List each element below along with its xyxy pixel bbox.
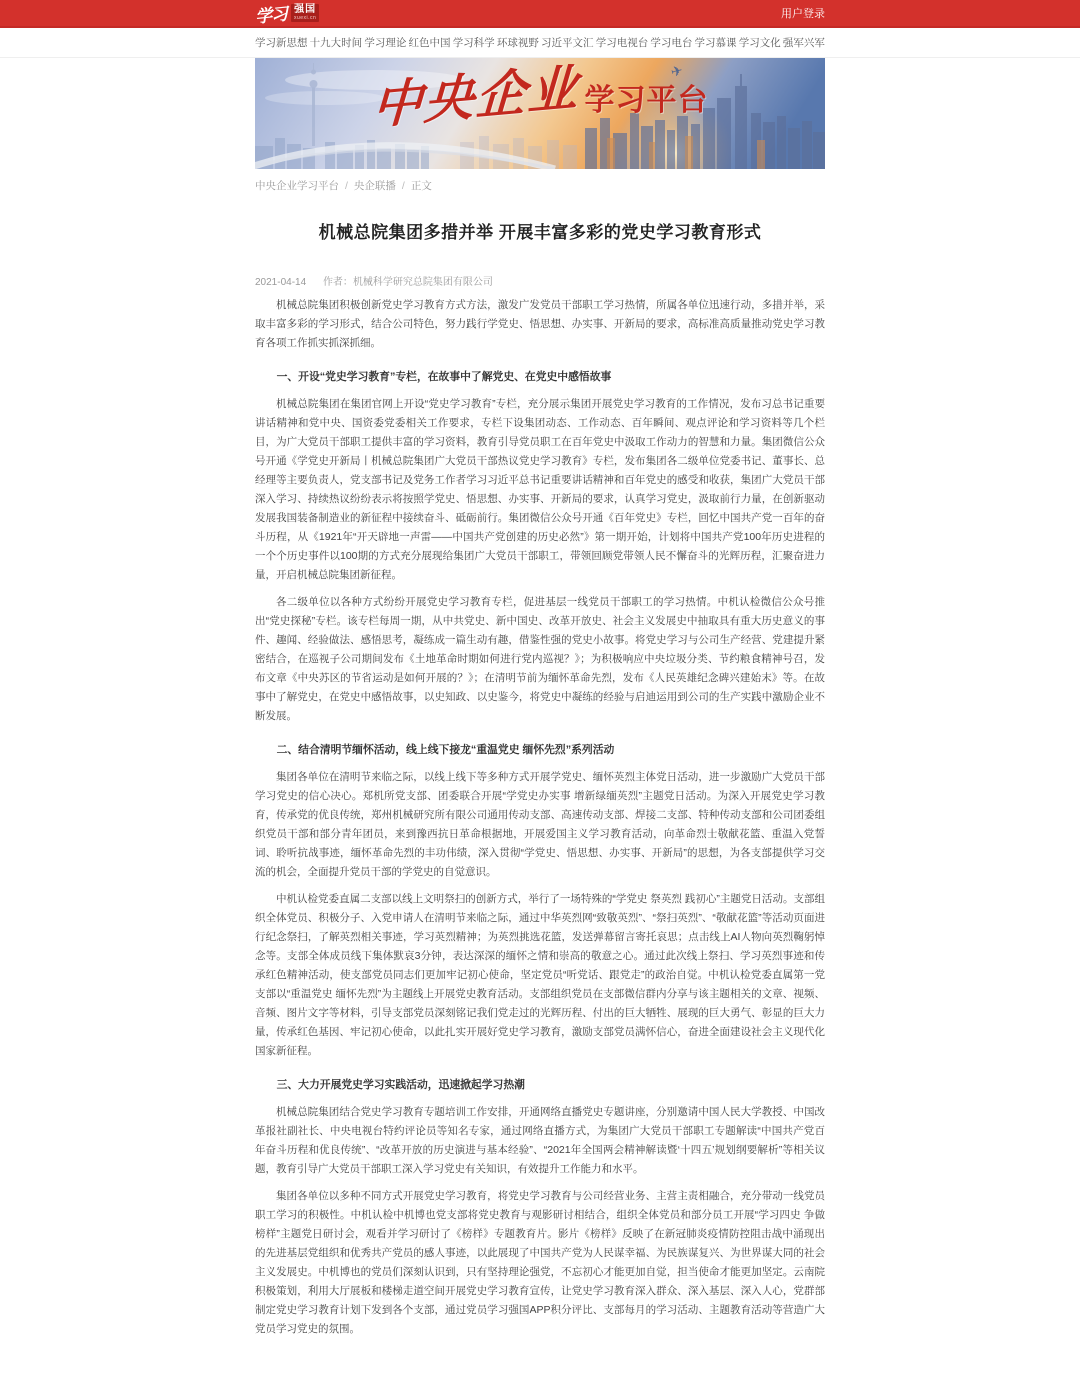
banner-title bbox=[255, 58, 825, 136]
logo-box-text: 强国 bbox=[294, 4, 317, 15]
article-date: 2021-04-14 bbox=[255, 277, 307, 288]
breadcrumb-current: 正文 bbox=[410, 180, 432, 192]
breadcrumb-separator: / bbox=[345, 180, 348, 192]
nav-item[interactable]: 学习慕课 bbox=[694, 37, 737, 49]
nav-item[interactable]: 学习新思想 bbox=[255, 37, 308, 49]
top-bar bbox=[0, 0, 1080, 28]
top-bar-inner bbox=[255, 0, 825, 26]
airplane-icon: ✈ bbox=[669, 61, 685, 81]
article-paragraph: 机械总院集团在集团官网上开设“党史学习教育”专栏，充分展示集团开展党史学习教育的工作情况，发布习总书记重要讲话精神和党中央、国资委党委相关工作要求，专栏下设集团动态、工作动态、百年瞬间、观点评论和学习资料等几个栏目，为广大党员干部职工提供丰富的学习资料，教育引导党员职工在百年党史中汲取工作动力的智慧和力量。集团微信公众号开通《学党史开新局丨机械总院集团广大党员干部热议党史学习教育》专栏，发布集团各二级单位党委书记、董事长、总经理等主要负责人，党支部书记及党务工作者学习习近平总书记重要讲话精神和百年党史的感受和收获，集团广大党员干部深入学习、持续热议纷纷表示将按照学党史、悟思想、办实事、开新局的要求，认真学习党史，汲取前行力量，在创新驱动发展我国装备制造业的新征程中接续奋斗、砥砺前行。集团微信公众号开通《百年党史》专栏，回忆中国共产党一百年的奋斗历程，从《1921年“开天辟地一声雷——中国共产党创建的历史必然”》第一期开始，计划将中国共产党100年历史进程的一个个历史事件以100期的方式充分展现给集团广大党员干部职工，带领回顾党带领人民不懈奋斗的光辉历程，汇聚奋进力量，开启机械总院集团新征程。 bbox=[255, 398, 825, 581]
banner-image bbox=[255, 58, 825, 169]
article-title: 机械总院集团多措并举 开展丰富多彩的党史学习教育形式 bbox=[318, 223, 762, 242]
banner-title-calligraphy: 中央企业 bbox=[370, 58, 581, 136]
breadcrumb-link[interactable]: 央企联播 bbox=[353, 180, 396, 192]
article-paragraph: 集团各单位在清明节来临之际，以线上线下等多种方式开展学党史、缅怀英烈主体党日活动，进一步激励广大党员干部学习党史的信心决心。郑机所党支部、团委联合开展“学党史办实事 增新绿缅英烈”主题党日活动。为深入开展党史学习教育，传承党的优良传统，郑州机械研究所有限公司通用传动支部、高速传动支部、焊接二支部、特种传动支部和公司团委组织党员干部和部分青年团员，来到豫西抗日革命根据地，开展爱国主义学习教育活动，向革命烈士敬献花篮、重温入党誓词、聆听抗战事迹，缅怀革命先烈的丰功伟绩，深入贯彻“学党史、悟思想、办实事、开新局”的思想，为各支部提供学习交流的机会，全面提升党员干部的学党史的自觉意识。 bbox=[255, 771, 825, 878]
main-nav-list bbox=[255, 28, 825, 57]
article-paragraph: 机械总院集团结合党史学习教育专题培训工作安排，开通网络直播党史专题讲座，分别邀请中国人民大学教授、中国改革报社副社长、中央电视台特约评论员等知名专家，通过网络直播方式，为集团广大党员干部职工专题解读“中国共产党百年奋斗历程和优良传统”、“改革开放的历史演进与基本经验”、“2021年全国两会精神解读暨‘十四五’规划纲要解析”等相关议题，教育引导广大党员干部职工深入学习党史有关知识，有效提升工作能力和水平。 bbox=[255, 1106, 825, 1175]
nav-item[interactable]: 学习文化 bbox=[738, 37, 781, 49]
article-paragraph: 中机认检党委直属二支部以线上文明祭扫的创新方式，举行了一场特殊的“学党史 祭英烈 践初心”主题党日活动。支部组织全体党员、积极分子、入党申请人在清明节来临之际，通过中华英烈网“致敬英烈”、“祭扫英烈”、“敬献花篮”等活动页面进行纪念祭扫，了解英烈相关事迹，学习英烈精神；为英烈挑选花篮，发送弹幕留言寄托哀思；点击线上AI人物向英烈鞠躬悼念等。支部全体成员线下集体默哀3分钟，表达深深的缅怀之情和崇高的敬意之心。通过此次线上祭扫、学习英烈事迹和传承红色精神活动，使支部党员同志们更加牢记初心使命，坚定党员“听党话、跟党走”的政治自觉。中机认检党委直属第一党支部以“重温党史 缅怀先烈”为主题线上开展党史教育活动。支部组织党员在支部微信群内分享与该主题相关的文章、视频、音频、图片文字等材料，引导支部党员深刻铭记我们党走过的光辉历程、付出的巨大牺牲、展现的巨大勇气、彰显的巨大力量，传承红色基因、牢记初心使命，以此扎实开展好党史学习教育，激励支部党员满怀信心，奋进全面建设社会主义现代化国家新征程。 bbox=[255, 893, 825, 1057]
article-meta bbox=[255, 273, 825, 288]
section-heading: 一、开设“党史学习教育”专栏，在故事中了解党史、在党史中感悟故事 bbox=[276, 371, 612, 383]
nav-item[interactable]: 十九大时间 bbox=[309, 37, 363, 49]
nav-item[interactable]: 习近平文汇 bbox=[541, 37, 594, 49]
article-paragraph: 各二级单位以各种方式纷纷开展党史学习教育专栏，促进基层一线党员干部职工的学习热情。中机认检微信公众号推出“党史探秘”专栏。该专栏每周一期，从中共党史、新中国史、改革开放史、社会主义发展史中抽取具有重大历史意义的事件、趣闻、经验做法、感悟思考，凝练成一篇生动有趣，借鉴性强的党史小故事。将党史学习与公司生产经营、党建提升紧密结合，在巡视子公司期间发布《土地革命时期如何进行党内巡视？》；为积极响应中央垃圾分类、节约粮食精神号召，发布文章《中央苏区的节省运动是如何开展的？》；在清明节前为缅怀革命先烈，发布《人民英雄纪念碑兴建始末》等。在故事中了解党史，在党史中感悟故事，以史知政、以史鉴今，将党史中凝练的经验与启迪运用到公司的生产实践中激励企业不断发展。 bbox=[255, 596, 825, 722]
section-heading: 二、结合清明节缅怀活动，线上线下接龙“重温党史 缅怀先烈”系列活动 bbox=[276, 744, 615, 756]
breadcrumb-link[interactable]: 中央企业学习平台 bbox=[255, 180, 339, 192]
nav-item[interactable]: 红色中国 bbox=[408, 37, 451, 49]
banner-title-rest: 学习平台 bbox=[584, 84, 709, 117]
article-paragraph: 机械总院集团积极创新党史学习教育方式方法，激发广发党员干部职工学习热情，所属各单位迅速行动，多措并举，采取丰富多彩的学习形式，结合公司特色，努力践行学党史、悟思想、办实事、开新局的要求，高标准高质量推动党史学习教育各项工作抓实抓深抓细。 bbox=[255, 299, 825, 349]
breadcrumb-separator: / bbox=[401, 180, 405, 192]
section-heading: 三、大力开展党史学习实践活动，迅速掀起学习热潮 bbox=[276, 1079, 525, 1091]
nav-item[interactable]: 学习电视台 bbox=[595, 37, 649, 49]
nav-item[interactable]: 环球视野 bbox=[496, 37, 539, 49]
article-author bbox=[323, 277, 493, 288]
logo-script-text: 学习 bbox=[254, 3, 289, 28]
nav-item[interactable]: 学习科学 bbox=[452, 37, 495, 49]
author-name: 机械科学研究总院集团有限公司 bbox=[352, 277, 493, 288]
logo-domain-text: xuexi.cn bbox=[294, 15, 317, 21]
nav-item[interactable]: 学习理论 bbox=[364, 37, 407, 49]
xuexi-qiangguo-logo[interactable] bbox=[255, 1, 319, 26]
nav-item[interactable]: 强军兴军 bbox=[782, 37, 825, 49]
logo-box bbox=[291, 4, 319, 22]
article-body bbox=[255, 296, 825, 1339]
breadcrumb bbox=[255, 178, 825, 194]
article-paragraph: 集团各单位以多种不同方式开展党史学习教育，将党史学习教育与公司经营业务、主营主责相融合，充分带动一线党员职工学习的积极性。中机认检中机博也党支部将党史教育与观影研讨相结合，组织全体党员和部分员工开展“学习四史 争做榜样”主题党日研讨会，观看并学习研讨了《榜样》专题教育片。影片《榜样》反映了在新冠肺炎疫情防控阻击战中涌现出的先进基层党组织和优秀共产党员的感人事迹，以此展现了中国共产党为人民谋幸福、为民族谋复兴、为世界谋大同的社会主义发展史。中机博也的党员们深刻认识到，只有坚持理论强党，不忘初心才能更加自觉，担当使命才能更加坚定。云南院积极策划，利用大厅展板和楼梯走道空间开展党史学习教育宣传，让党史学习教育深入群众、深入基层、深入人心，党群部制定党史学习教育计划下发到各个支部，通过党员学习强国APP积分评比、支部每月的学习活动、主题教育活动等营造广大党员学习党史的氛围。 bbox=[255, 1190, 825, 1335]
author-label: 作者： bbox=[322, 277, 353, 288]
user-login-link[interactable]: 用户登录 bbox=[781, 8, 825, 20]
content-column bbox=[255, 178, 825, 1377]
nav-item[interactable]: 学习电台 bbox=[650, 37, 693, 49]
main-nav bbox=[0, 28, 1080, 58]
